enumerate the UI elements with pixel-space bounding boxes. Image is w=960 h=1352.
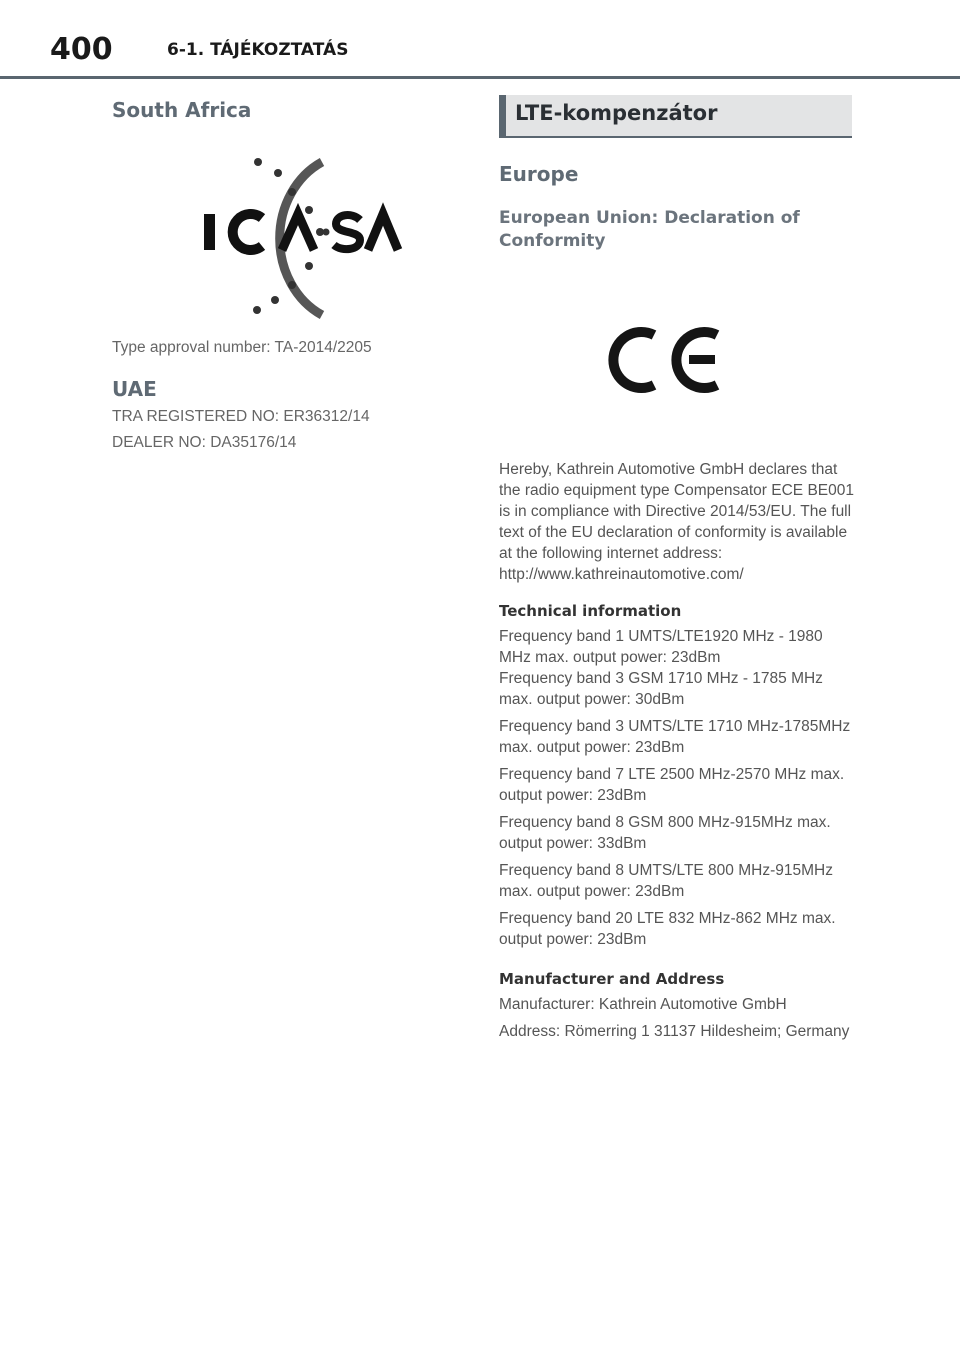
ce-mark bbox=[499, 293, 852, 433]
tech-item: Frequency band 7 LTE 2500 MHz-2570 MHz max. output power: 23dBm bbox=[499, 766, 845, 804]
left-column bbox=[112, 98, 442, 452]
south-africa-heading: South Africa bbox=[112, 98, 252, 122]
tech-item: Frequency band 8 GSM 800 MHz-915MHz max. output power: 33dBm bbox=[499, 814, 831, 852]
section-title-bar bbox=[499, 95, 852, 138]
tech-item: Frequency band 20 LTE 832 MHz-862 MHz max. output power: 23dBm bbox=[499, 910, 836, 948]
tech-info-heading: Technical information bbox=[499, 602, 682, 620]
manufacturer-address: Address: Römerring 1 31137 Hildesheim; Germany bbox=[499, 1023, 850, 1040]
manufacturer-name: Manufacturer: Kathrein Automotive GmbH bbox=[499, 996, 787, 1013]
header-divider bbox=[0, 76, 960, 79]
tech-info-list bbox=[499, 626, 854, 950]
declaration-text: Hereby, Kathrein Automotive GmbH declares that the radio equipment type Compensator ECE BE001 is in compliance with Directive 2014/53/EU. The full text of the EU declaration of conformity is available at the following internet address: http://www.kathreinautomotive.com/ bbox=[499, 461, 854, 583]
section-title: LTE-kompenzátor bbox=[515, 101, 718, 125]
tech-item: Frequency band 3 GSM 1710 MHz - 1785 MHz max. output power: 30dBm bbox=[499, 670, 823, 708]
dealer-number: DEALER NO: DA35176/14 bbox=[112, 434, 297, 451]
type-approval-number: Type approval number: TA-2014/2205 bbox=[112, 339, 372, 356]
tra-registered-number: TRA REGISTERED NO: ER36312/14 bbox=[112, 408, 370, 425]
tech-item: Frequency band 8 UMTS/LTE 800 MHz-915MHz max. output power: 23dBm bbox=[499, 862, 833, 900]
chapter-title: 6-1. TÁJÉKOZTATÁS bbox=[167, 40, 349, 60]
declaration-heading: European Union: Declaration of Conformity bbox=[499, 208, 800, 251]
page-header bbox=[0, 0, 960, 80]
uae-heading: UAE bbox=[112, 377, 157, 401]
icasa-logo-graphic bbox=[112, 150, 442, 325]
tech-item: Frequency band 1 UMTS/LTE1920 MHz - 1980 MHz max. output power: 23dBm bbox=[499, 628, 823, 666]
page-number: 400 bbox=[50, 32, 113, 67]
right-column bbox=[499, 95, 854, 1042]
icasa-logo bbox=[112, 150, 442, 325]
europe-heading: Europe bbox=[499, 162, 579, 186]
ce-mark-graphic bbox=[499, 293, 852, 433]
tech-item: Frequency band 3 UMTS/LTE 1710 MHz-1785MHz max. output power: 23dBm bbox=[499, 718, 851, 756]
manufacturer-heading: Manufacturer and Address bbox=[499, 970, 725, 988]
